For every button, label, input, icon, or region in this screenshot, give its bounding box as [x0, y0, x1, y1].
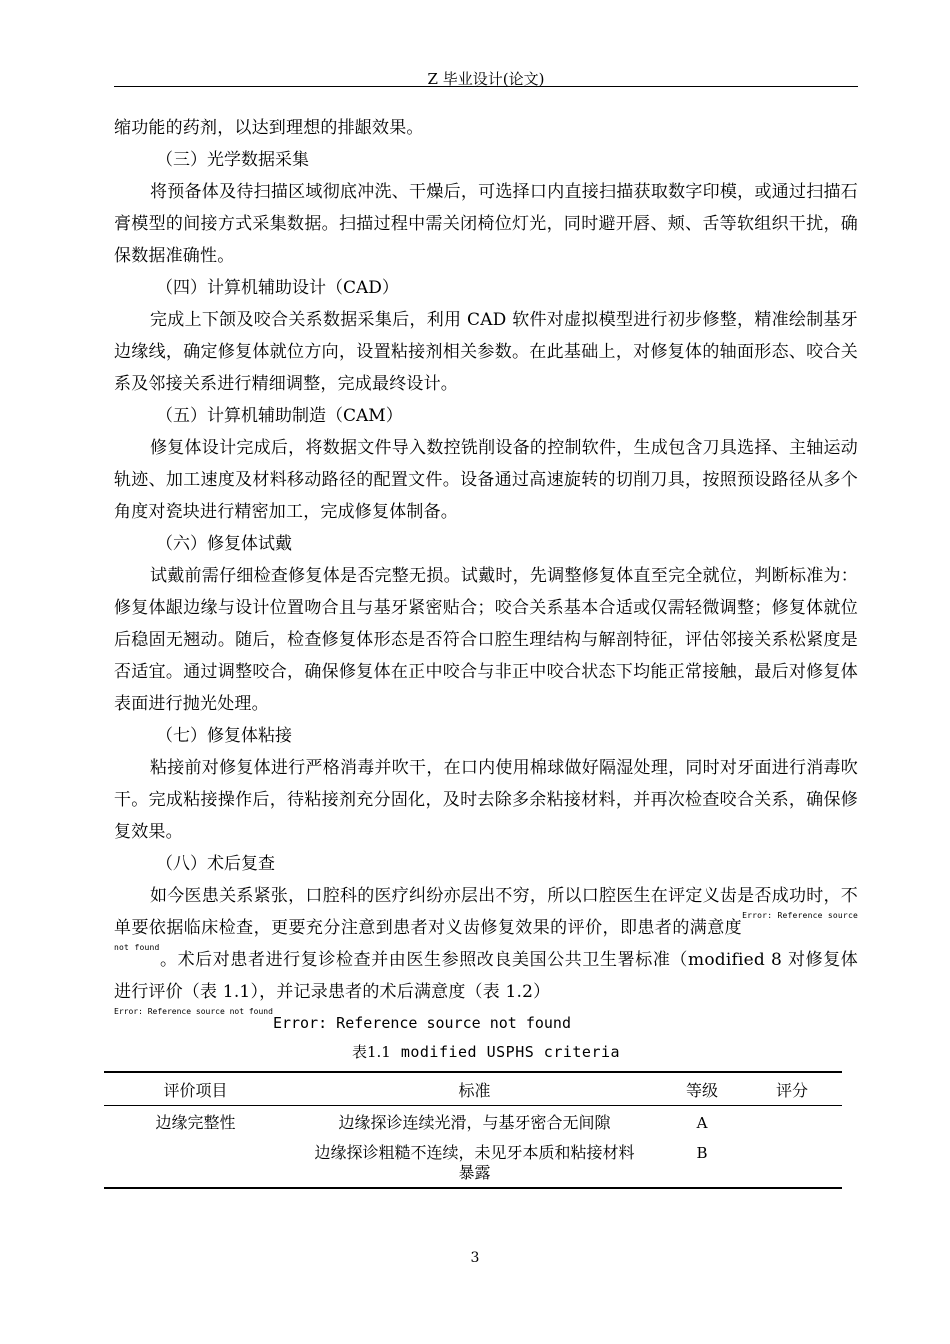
reference-error: Error: Reference source not found: [114, 911, 858, 952]
section-heading: （七）修复体粘接: [156, 726, 292, 746]
table-cell-standard: 边缘探诊粗糙不连续，未见牙本质和粘接材料暴露: [287, 1135, 662, 1188]
table-cell-item: [104, 1135, 287, 1188]
reference-error-small: Error: Reference source not found: [114, 1007, 273, 1016]
paragraph-text: 如今医患关系紧张，口腔科的医疗纠纷亦层出不穷，所以口腔医生在评定义齿是否成功时，不单要依据临床检查，更要充分注意到患者对义齿修复效果的评价，即患者的满意度: [114, 886, 858, 938]
section-heading: （五）计算机辅助制造（CAM）: [156, 406, 403, 426]
caption-title: modified USPHS criteria: [400, 1043, 621, 1061]
table-cell-grade: A: [696, 1114, 708, 1132]
column-header: 标准: [287, 1072, 662, 1106]
table-row: [104, 1135, 842, 1188]
caption-number: 1.1: [366, 1043, 391, 1061]
table-cell-grade: B: [662, 1135, 742, 1188]
paragraph-follow-up: [114, 880, 858, 1008]
section-heading: （八）术后复查: [156, 854, 275, 874]
page-header: Z 毕业设计(论文): [427, 70, 545, 88]
criteria-table: [104, 1071, 842, 1189]
table-row: [104, 1106, 842, 1136]
table-cell-standard: 边缘探诊连续光滑，与基牙密合无间隙: [338, 1113, 611, 1132]
paragraph: 试戴前需仔细检查修复体是否完整无损。试戴时，先调整修复体直至完全就位，判断标准为：修复体龈边缘与设计位置吻合且与基牙紧密贴合；咬合关系基本合适或仅需轻微调整；修复体就位后稳固无翘动。随后，检查修复体形态是否符合口腔生理结构与解剖特征，评估邻接关系松紧度是否适宜。通过调整咬合，确保修复体在正中咬合与非正中咬合状态下均能正常接触，最后对修复体表面进行抛光处理。: [114, 566, 858, 714]
paragraph-text: 。术后对患者进行复诊检查并由医生参照改良美国公共卫生署标准（modified 8 对修复体进行评价（表 1.1），并记录患者的术后满意度（表 1.2）: [114, 950, 859, 1002]
paragraph: 完成上下颌及咬合关系数据采集后，利用 CAD 软件对虚拟模型进行初步修整，精准绘制基牙边缘线，确定修复体就位方向，设置粘接剂相关参数。在此基础上，对修复体的轴面形态、咬合关系及邻接关系进行精细调整，完成最终设计。: [114, 310, 858, 394]
column-header: 评分: [742, 1072, 842, 1106]
caption-label: 表: [351, 1043, 367, 1061]
table-caption: [114, 1040, 858, 1064]
paragraph: 修复体设计完成后，将数据文件导入数控铣削设备的控制软件，生成包含刀具选择、主轴运动轨迹、加工速度及材料移动路径的配置文件。设备通过高速旋转的切削刀具，按照预设路径从多个角度对瓷块进行精密加工，完成修复体制备。: [114, 438, 858, 522]
column-header: 等级: [662, 1072, 742, 1106]
column-header: 评价项目: [104, 1072, 287, 1106]
paragraph: 缩功能的药剂，以达到理想的排龈效果。: [114, 118, 424, 138]
page-number: 3: [470, 1250, 480, 1266]
table-header-row: [104, 1072, 842, 1106]
table-cell-item: 边缘完整性: [155, 1113, 236, 1132]
header-rule: [114, 86, 858, 87]
paragraph: 粘接前对修复体进行严格消毒并吹干，在口内使用棉球做好隔湿处理，同时对牙面进行消毒吹干。完成粘接操作后，待粘接剂充分固化，及时去除多余粘接材料，并再次检查咬合关系，确保修复效果。: [114, 758, 858, 842]
document-body: [114, 112, 858, 1064]
section-heading: （三）光学数据采集: [156, 150, 309, 170]
table-cell-score: [742, 1106, 842, 1136]
reference-error-large: Error: Reference source not found: [272, 1014, 571, 1032]
table-cell-score: [742, 1135, 842, 1188]
paragraph: 将预备体及待扫描区域彻底冲洗、干燥后，可选择口内直接扫描获取数字印模，或通过扫描石膏模型的间接方式采集数据。扫描过程中需关闭椅位灯光，同时避开唇、颊、舌等软组织干扰，确保数据准确性。: [114, 182, 858, 266]
reference-error-line: [114, 1008, 858, 1038]
section-heading: （四）计算机辅助设计（CAD）: [156, 278, 399, 298]
section-heading: （六）修复体试戴: [156, 534, 292, 554]
